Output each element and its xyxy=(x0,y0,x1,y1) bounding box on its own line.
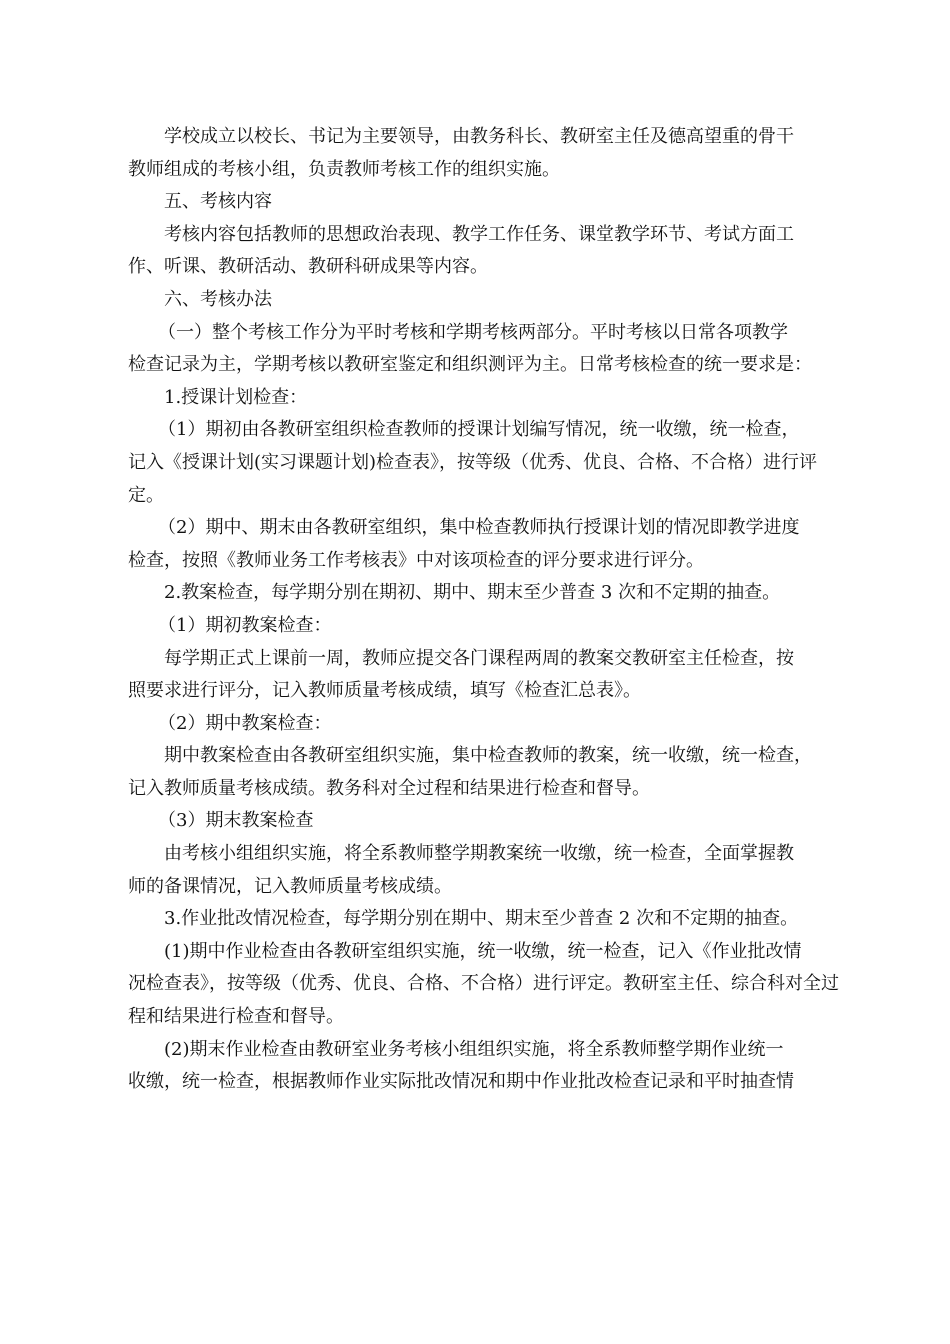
text-line: （一）整个考核工作分为平时考核和学期考核两部分。平时考核以日常各项教学 xyxy=(158,321,788,343)
text-line: （2）期中、期末由各教研室组织，集中检查教师执行授课计划的情况即教学进度 xyxy=(158,517,800,539)
subsection-heading xyxy=(128,382,828,415)
section-heading xyxy=(128,284,828,317)
text-line: (2)期末作业检查由教研室业务考核小组组织实施，将全系教师整学期作业统一 xyxy=(164,1038,784,1060)
document-body xyxy=(128,121,839,1099)
text-line: （1）期初教案检查： xyxy=(158,614,332,636)
text-line: 五、考核内容 xyxy=(164,191,272,213)
item-heading xyxy=(128,708,828,741)
text-line: 照要求进行评分，记入教师质量考核成绩，填写《检查汇总表》。 xyxy=(128,680,641,702)
paragraph xyxy=(128,512,828,577)
paragraph xyxy=(128,219,828,284)
paragraph xyxy=(128,414,828,512)
text-line: 3.作业批改情况检查，每学期分别在期中、期末至少普查 2 次和不定期的抽查。 xyxy=(164,908,799,930)
text-line: （1）期初由各教研室组织检查教师的授课计划编写情况，统一收缴，统一检查， xyxy=(158,419,800,441)
paragraph xyxy=(128,936,839,1034)
text-line: 学校成立以校长、书记为主要领导，由教务科长、教研室主任及德高望重的骨干 xyxy=(164,126,794,147)
item-heading xyxy=(128,610,828,643)
section-heading xyxy=(128,186,828,219)
text-line: （3）期末教案检查 xyxy=(158,810,314,832)
paragraph xyxy=(128,121,828,186)
text-line: 记入《授课计划(实习课题计划)检查表》，按等级（优秀、优良、合格、不合格）进行评 xyxy=(128,451,818,473)
subsection-heading xyxy=(128,903,828,936)
text-line: 定。 xyxy=(128,484,164,506)
paragraph xyxy=(128,838,828,903)
text-line: （2）期中教案检查： xyxy=(158,712,332,734)
text-line: 2.教案检查，每学期分别在期初、期中、期末至少普查 3 次和不定期的抽查。 xyxy=(164,582,781,604)
text-line: 作、听课、教研活动、教研科研成果等内容。 xyxy=(128,256,488,278)
text-line: 师的备课情况，记入教师质量考核成绩。 xyxy=(128,875,452,897)
text-line: 教师组成的考核小组，负责教师考核工作的组织实施。 xyxy=(128,158,560,180)
paragraph xyxy=(128,1034,828,1099)
text-line: 检查，按照《教师业务工作考核表》中对该项检查的评分要求进行评分。 xyxy=(128,549,704,571)
text-line: 收缴，统一检查，根据教师作业实际批改情况和期中作业批改检查记录和平时抽查情 xyxy=(128,1071,794,1093)
text-line: 记入教师质量考核成绩。教务科对全过程和结果进行检查和督导。 xyxy=(128,777,650,799)
subsection-heading xyxy=(128,577,828,610)
text-line: 每学期正式上课前一周，教师应提交各门课程两周的教案交教研室主任检查，按 xyxy=(164,647,794,669)
text-line: 考核内容包括教师的思想政治表现、教学工作任务、课堂教学环节、考试方面工 xyxy=(164,223,794,245)
paragraph xyxy=(128,740,828,805)
paragraph xyxy=(128,643,828,708)
text-line: 由考核小组组织实施，将全系教师整学期教案统一收缴，统一检查，全面掌握教 xyxy=(164,843,794,865)
text-line: 况检查表》，按等级（优秀、优良、合格、不合格）进行评定。教研室主任、综合科对全过 xyxy=(128,973,839,995)
paragraph xyxy=(128,317,828,382)
text-line: 1.授课计划检查： xyxy=(164,386,308,408)
text-line: 程和结果进行检查和督导。 xyxy=(128,1006,344,1028)
text-line: 期中教案检查由各教研室组织实施，集中检查教师的教案，统一收缴，统一检查， xyxy=(164,745,812,767)
text-line: 检查记录为主，学期考核以教研室鉴定和组织测评为主。日常考核检查的统一要求是： xyxy=(128,354,812,376)
text-line: (1)期中作业检查由各教研室组织实施，统一收缴，统一检查，记入《作业批改情 xyxy=(164,940,802,962)
text-line: 六、考核办法 xyxy=(164,288,272,310)
item-heading xyxy=(128,805,828,838)
